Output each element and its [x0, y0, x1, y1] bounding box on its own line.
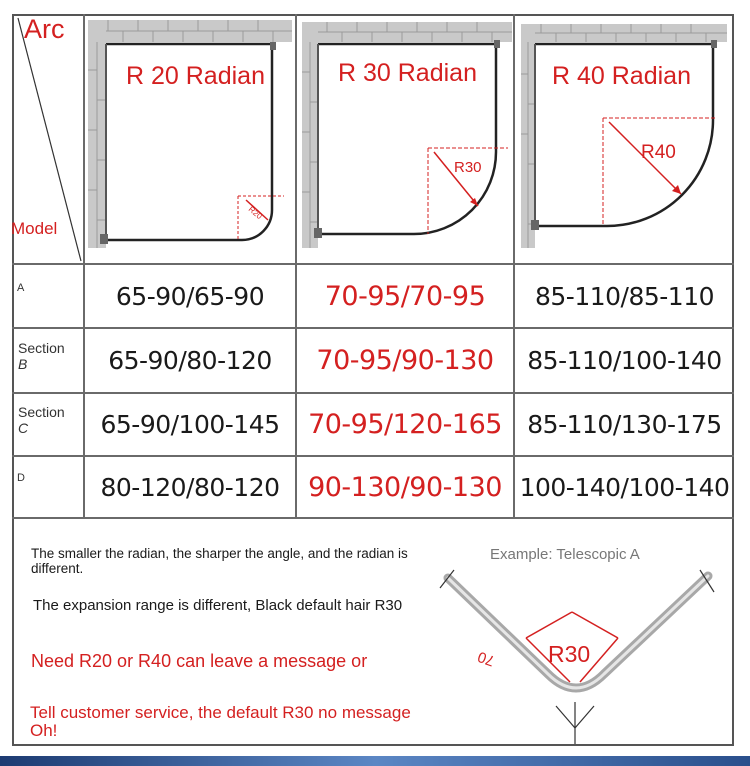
telescopic-example-diagram — [438, 566, 724, 744]
cell-b-r20: 65-90/80-120 — [108, 346, 272, 375]
r20-diagram-label: R20 — [246, 204, 264, 221]
cell-c-r40: 85-110/130-175 — [527, 410, 722, 439]
r20-diagram — [88, 20, 292, 248]
cell-c-r30: 70-95/120-165 — [308, 409, 502, 440]
example-side-mark: 70 — [475, 647, 497, 670]
corner-arc-label: Arc — [24, 14, 65, 44]
example-r30-label: R30 — [548, 641, 591, 667]
cell-b-r30: 70-95/90-130 — [316, 345, 494, 376]
column-title-r20: R 20 Radian — [126, 62, 265, 90]
r30-diagram-label: R30 — [454, 159, 482, 176]
r40-diagram — [521, 24, 727, 248]
note-customer-service: Tell customer service, the default R30 no message Oh! — [30, 703, 411, 740]
note-message: Need R20 or R40 can leave a message or — [31, 651, 368, 671]
note-radian: The smaller the radian, the sharper the angle, and the radian is different. — [31, 546, 408, 576]
cell-a-r30: 70-95/70-95 — [324, 280, 486, 312]
cell-d-r20: 80-120/80-120 — [100, 472, 280, 502]
example-caption: Example: Telescopic A — [490, 546, 640, 563]
column-title-r30: R 30 Radian — [338, 59, 477, 87]
cell-d-r40: 100-140/100-140 — [519, 472, 730, 502]
row-label-a: A — [17, 282, 25, 294]
note-expansion: The expansion range is different, Black default hair R30 — [33, 597, 403, 614]
cell-a-r20: 65-90/65-90 — [115, 281, 265, 311]
row-label-b: Section B — [18, 340, 65, 372]
cell-c-r20: 65-90/100-145 — [100, 410, 280, 439]
grid-line — [12, 517, 734, 519]
r30-diagram — [302, 22, 512, 248]
corner-model-label: Model — [11, 219, 58, 238]
bottom-band — [0, 756, 750, 766]
row-label-d: D — [17, 472, 25, 484]
r40-diagram-label: R40 — [641, 142, 676, 163]
cell-b-r40: 85-110/100-140 — [527, 346, 722, 375]
column-title-r40: R 40 Radian — [552, 62, 691, 90]
row-label-c: Section C — [18, 404, 65, 436]
cell-d-r30: 90-130/90-130 — [308, 471, 502, 503]
cell-a-r40: 85-110/85-110 — [534, 281, 715, 311]
